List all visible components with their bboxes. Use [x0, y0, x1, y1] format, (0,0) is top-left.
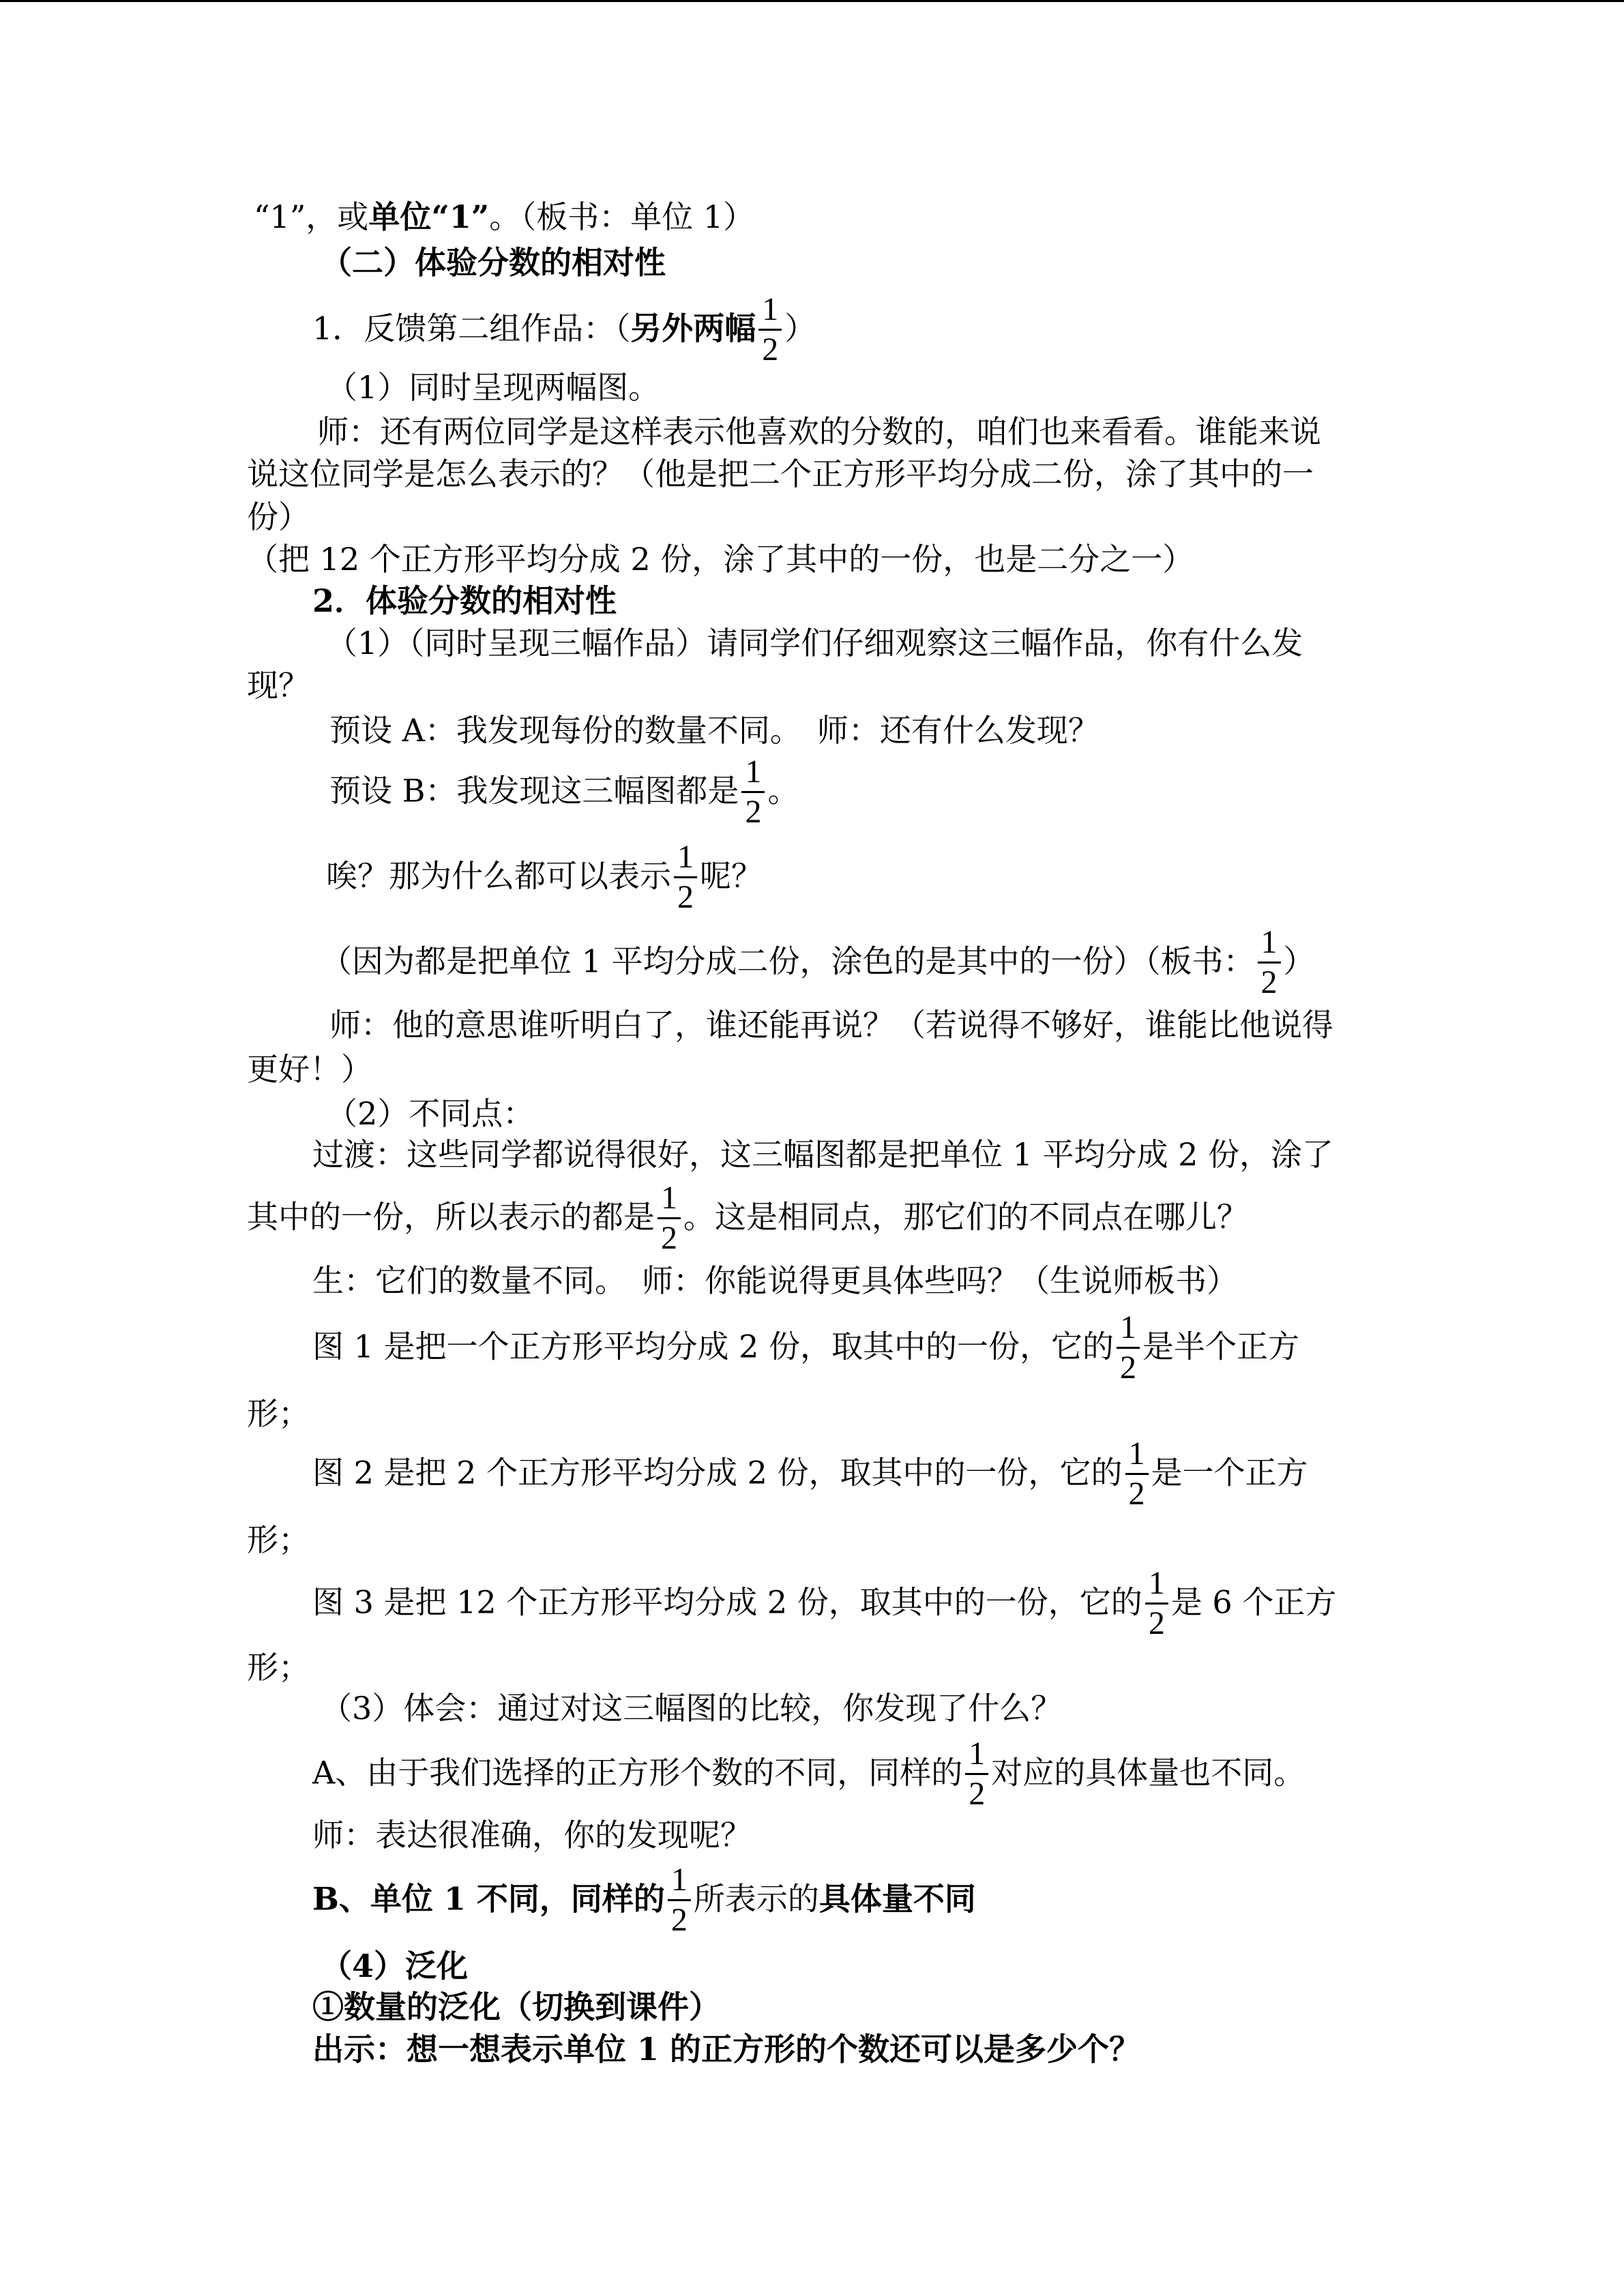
text-line: （1）（同时呈现三幅作品）请同学们仔细观察这三幅作品，你有什么发: [326, 625, 1303, 661]
text-line: [312, 1565, 1337, 1641]
text-span: 图 3 是把 12 个正方形平均分成 2 份，取其中的一份，它的: [312, 1583, 1142, 1621]
text-line: （把 12 个正方形平均分成 2 份，涂了其中的一份，也是二分之一）: [247, 541, 1194, 578]
bold-span: 另外两幅: [630, 310, 756, 347]
section-heading: 2．体验分数的相对性: [312, 582, 617, 619]
text-span: 图 2 是把 2 个正方形平均分成 2 份，取其中的一份，它的: [312, 1454, 1123, 1491]
text-line: 师：他的意思谁听明白了，谁还能再说？（若说得不够好，谁能比他说得: [329, 1007, 1333, 1043]
text-line: 形；: [247, 1521, 310, 1558]
text-line: 师：还有两位同学是这样表示他喜欢的分数的，咱们也来看看。谁能来说: [317, 413, 1321, 450]
text-line: 预设 A：我发现每份的数量不同。 师：还有什么发现？: [329, 712, 1099, 749]
text-span: 预设 B：我发现这三幅图都是: [329, 772, 739, 809]
fraction-one-half: $\frac{1}{2}$: [758, 293, 782, 366]
text-line: [312, 1309, 1300, 1386]
text-line: [312, 1862, 976, 1938]
text-line: [329, 754, 799, 830]
text-span: 对应的具体量也不同。: [991, 1754, 1305, 1791]
text-line: [321, 924, 1315, 1000]
text-line: [326, 839, 763, 915]
text-span: 。这是相同点，那它们的不同点在哪儿？: [683, 1198, 1248, 1236]
text-span: （因为都是把单位 1 平均分成二份，涂色的是其中的一份）（板书：: [321, 942, 1255, 980]
text-span: 是半个正方: [1142, 1328, 1300, 1365]
section-heading: （4）泛化: [321, 1948, 469, 1984]
section-heading: 出示：想一想表示单位 1 的正方形的个数还可以是多少个？: [312, 2031, 1141, 2068]
text-line: [312, 291, 816, 368]
fraction-one-half: $\frac{1}{2}$: [674, 841, 697, 914]
text-span: 所表示的: [693, 1880, 819, 1918]
text-span: 。（板书：单位 1）: [489, 198, 755, 235]
text-span: 。: [767, 772, 799, 809]
text-line: 更好！）: [247, 1051, 372, 1088]
text-line: 说这位同学是怎么表示的？（他是把二个正方形平均分成二份，涂了其中的一: [247, 456, 1314, 492]
text-span: ）: [784, 310, 816, 347]
text-span: 是 6 个正方: [1170, 1583, 1337, 1621]
fraction-one-half: $\frac{1}{2}$: [1117, 1311, 1140, 1384]
fraction-one-half: $\frac{1}{2}$: [1125, 1437, 1149, 1510]
text-line: （1）同时呈现两幅图。: [326, 369, 660, 406]
text-span: 图 1 是把一个正方形平均分成 2 份，取其中的一份，它的: [312, 1328, 1114, 1365]
fraction-one-half: $\frac{1}{2}$: [1145, 1567, 1168, 1640]
text-line: [312, 1435, 1308, 1512]
text-line: 过渡：这些同学都说得很好，这三幅图都是把单位 1 平均分成 2 份，涂了: [312, 1136, 1334, 1173]
bold-span: B、单位 1 不同，同样的: [312, 1880, 665, 1918]
bold-span: 单位“1”: [368, 198, 490, 235]
fraction-one-half: $\frac{1}{2}$: [965, 1738, 988, 1810]
text-span: 呢？: [700, 857, 763, 895]
fraction-one-half: $\frac{1}{2}$: [658, 1182, 681, 1255]
fraction-one-half: $\frac{1}{2}$: [741, 756, 765, 829]
text-line: 份）: [247, 498, 310, 535]
text-line: [247, 1180, 1248, 1256]
text-line: （2）不同点：: [326, 1095, 535, 1132]
text-line: 现？: [247, 667, 310, 704]
section-heading: （二）体验分数的相对性: [321, 244, 666, 281]
text-line: [312, 1735, 1305, 1812]
page-top-border: [0, 0, 1624, 2]
text-line: 形；: [247, 1649, 310, 1686]
bold-span: 具体量不同: [818, 1880, 976, 1918]
text-span: 其中的一份，所以表示的都是: [247, 1198, 655, 1236]
text-span: ）: [1283, 942, 1315, 980]
text-span: “1”，或: [254, 198, 369, 235]
text-line: [254, 198, 755, 235]
text-span: 1．反馈第二组作品：（: [312, 310, 631, 347]
text-line: 形；: [247, 1395, 310, 1432]
text-line: 生：它们的数量不同。 师：你能说得更具体些吗？（生说师板书）: [312, 1262, 1238, 1299]
fraction-one-half: $\frac{1}{2}$: [668, 1864, 691, 1937]
section-heading: ①数量的泛化（切换到课件）: [312, 1988, 720, 2025]
text-span: A、由于我们选择的正方形个数的不同，同样的: [312, 1754, 963, 1791]
text-span: 唉？那为什么都可以表示: [326, 857, 671, 895]
text-span: 是一个正方: [1151, 1454, 1308, 1491]
fraction-one-half: $\frac{1}{2}$: [1258, 926, 1281, 999]
text-line: （3）体会：通过对这三幅图的比较，你发现了什么？: [321, 1690, 1063, 1727]
text-line: 师：表达很准确，你的发现呢？: [312, 1817, 752, 1853]
